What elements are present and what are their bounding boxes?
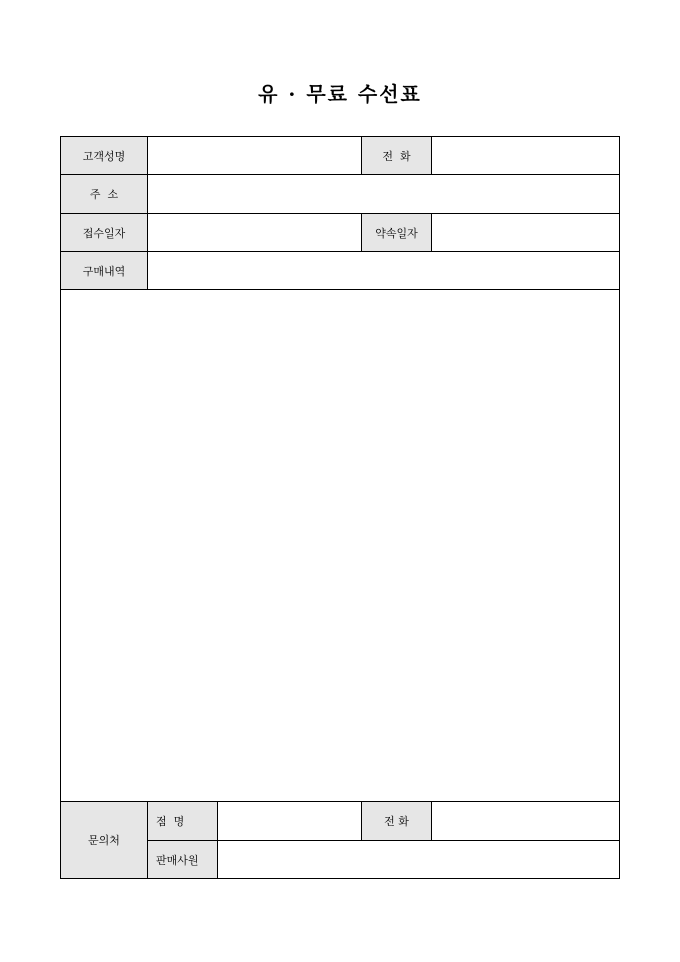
sales-staff-label: 판매사원 <box>148 841 218 879</box>
received-date-field[interactable] <box>148 214 362 252</box>
address-label: 주 소 <box>61 175 148 214</box>
customer-name-label: 고객성명 <box>61 137 148 175</box>
promise-date-field[interactable] <box>432 214 620 252</box>
customer-name-field[interactable] <box>148 137 362 175</box>
sales-staff-field[interactable] <box>218 841 620 879</box>
repair-details-area[interactable] <box>61 290 620 802</box>
purchase-history-field[interactable] <box>148 252 620 290</box>
form-title: 유 · 무료 수선표 <box>258 82 422 106</box>
received-date-label: 접수일자 <box>61 214 148 252</box>
purchase-history-label: 구매내역 <box>61 252 148 290</box>
phone-label: 전 화 <box>362 137 432 175</box>
repair-form-table <box>60 136 620 879</box>
store-phone-label: 전 화 <box>362 802 432 841</box>
phone-field[interactable] <box>432 137 620 175</box>
store-phone-field[interactable] <box>432 802 620 841</box>
address-field[interactable] <box>148 175 620 214</box>
store-name-field[interactable] <box>218 802 362 841</box>
contact-label: 문의처 <box>61 802 148 879</box>
promise-date-label: 약속일자 <box>362 214 432 252</box>
store-name-label: 점 명 <box>148 802 218 841</box>
